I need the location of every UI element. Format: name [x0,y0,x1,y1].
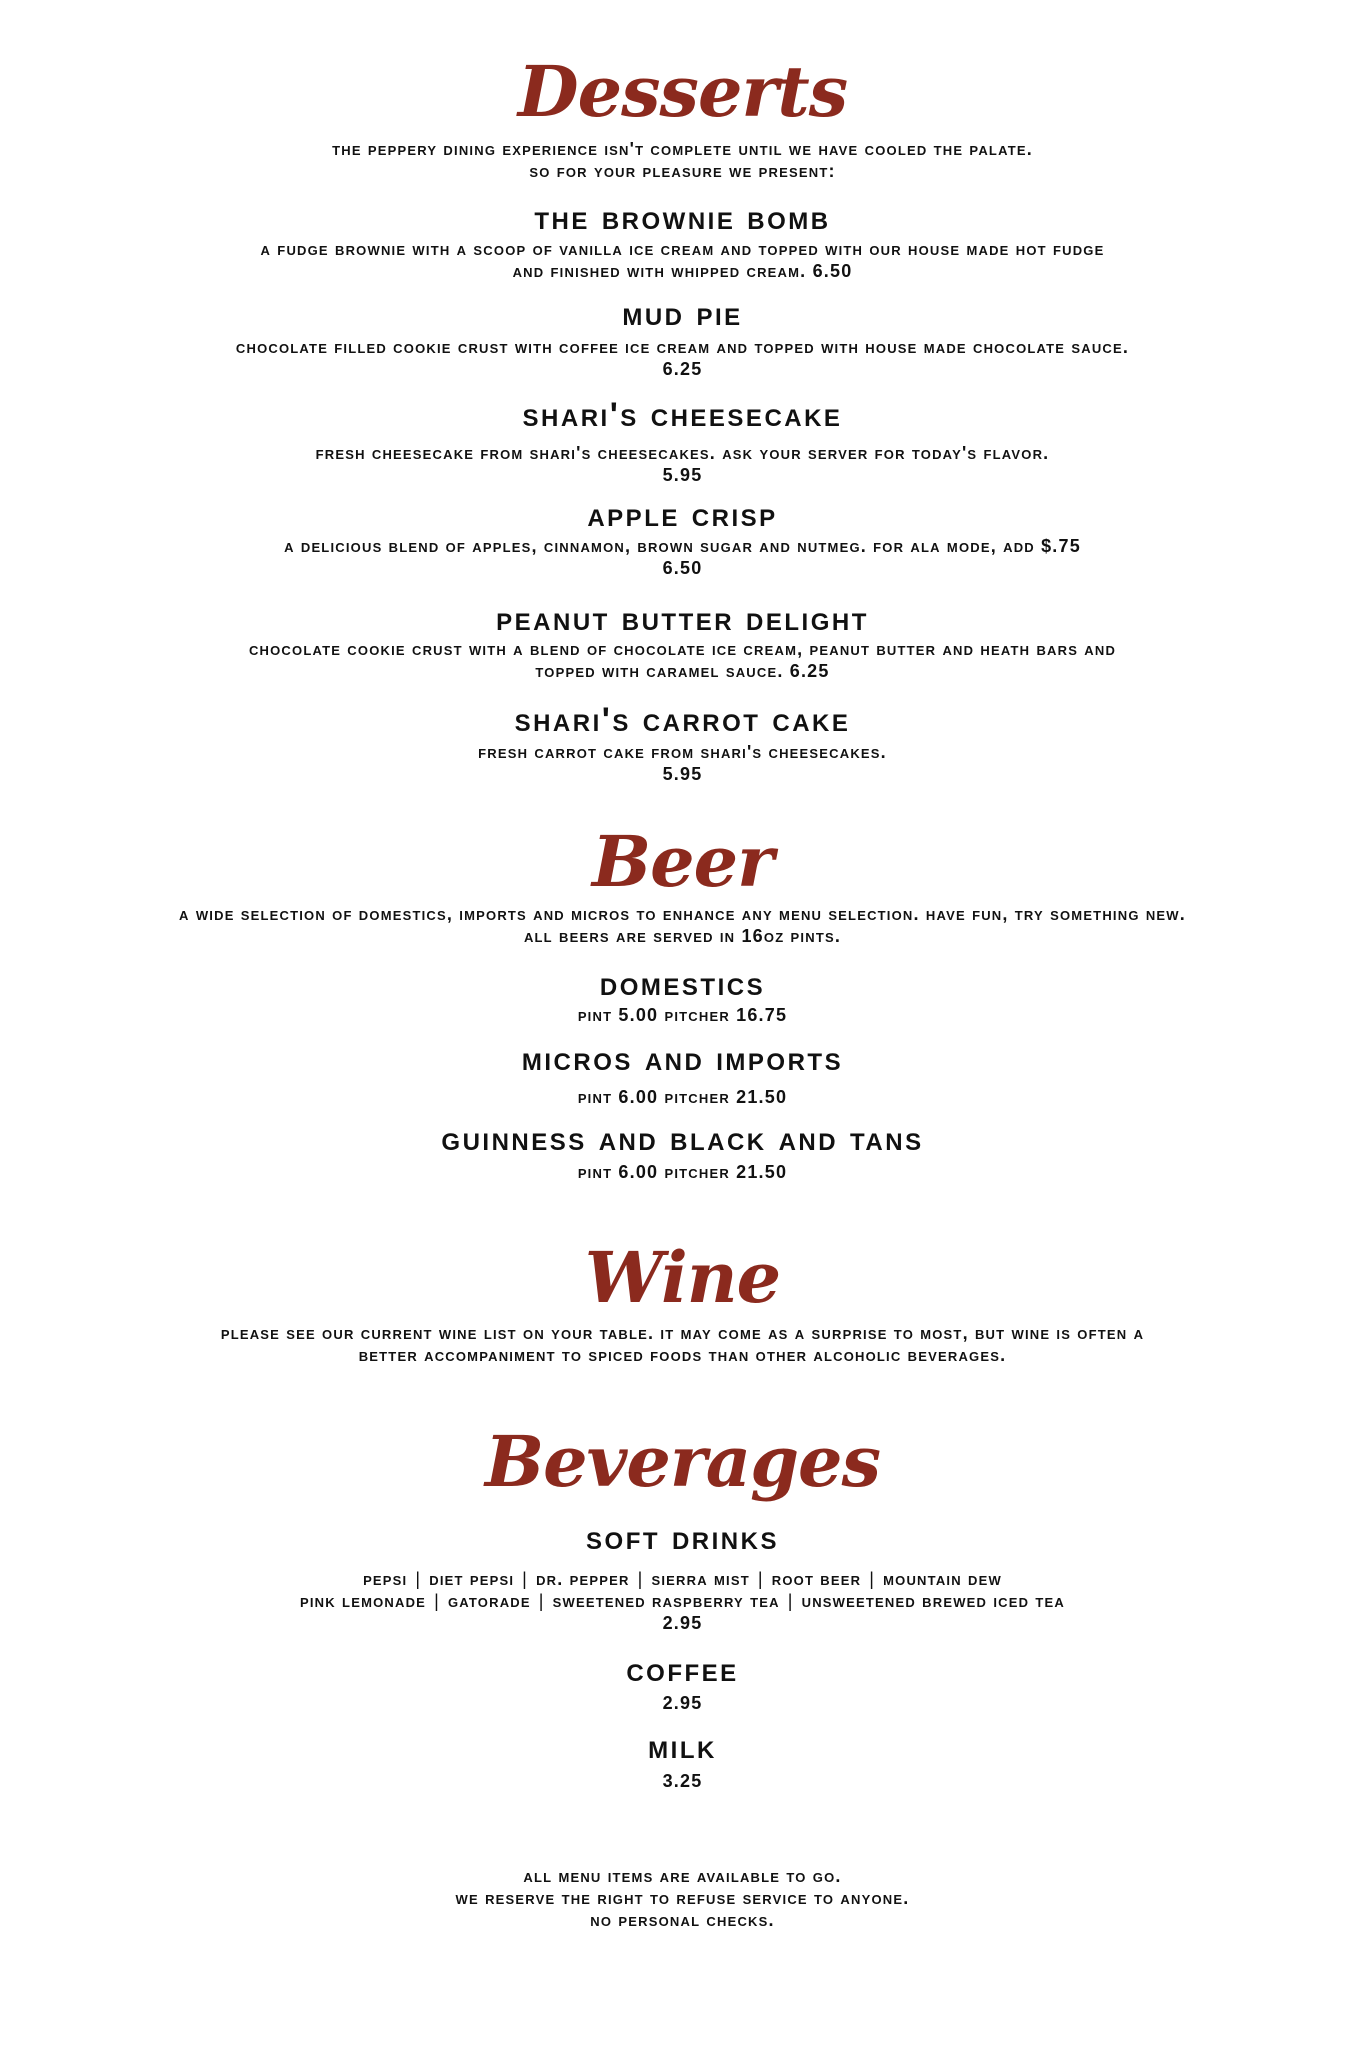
beverage-name: milk [648,1728,717,1766]
dessert-description [0,638,1365,682]
dessert-description [0,336,1365,380]
soft-drink-item: unsweetened brewed iced tea [801,1591,1065,1611]
dessert-desc-line: 5.95 [662,764,703,784]
desserts-intro-line: so for your pleasure we present: [529,161,836,181]
dessert-description [0,741,1365,785]
dessert-name: apple crisp [587,496,778,534]
soft-drink-item: pepsi [363,1569,408,1589]
divider: | [637,1569,644,1589]
beverage-name: soft drinks [586,1519,779,1557]
dessert-desc-line: 6.25 [662,359,703,379]
beer-price: pint 6.00 pitcher 21.50 [577,1162,788,1182]
footer-notes [0,1865,1365,1931]
beer-intro-line: all beers are served in 16oz pints. [523,926,842,946]
divider: | [757,1569,764,1589]
beer-intro [0,903,1365,947]
soft-drink-item: sweetened raspberry tea [552,1591,780,1611]
soft-drinks-row [0,1590,1365,1612]
dessert-description [0,238,1365,282]
footer-line: no personal checks. [590,1910,775,1930]
soft-drinks-price: 2.95 [662,1613,703,1633]
beer-price: pint 5.00 pitcher 16.75 [577,1005,788,1025]
soft-drink-item: gatorade [447,1591,531,1611]
soft-drinks-row [0,1568,1365,1590]
desserts-intro [0,138,1365,182]
dessert-name: shari's cheesecake [522,396,843,434]
wine-intro-line: please see our current wine list on your table. it may come as a surprise to most, but wine is often a [220,1323,1145,1343]
soft-drinks-list [0,1568,1365,1634]
beverage-price: 2.95 [662,1693,703,1713]
beer-price: pint 6.00 pitcher 21.50 [577,1087,788,1107]
dessert-desc-line: chocolate filled cookie crust with coffee ice cream and topped with house made chocolate sauce. [235,337,1130,357]
wine-intro [0,1322,1365,1366]
divider: | [434,1591,440,1611]
beverage-name: coffee [626,1651,739,1689]
dessert-desc-line: fresh cheesecake from shari's cheesecakes. ask your server for today's flavor. [315,443,1050,463]
soft-drink-item: root beer [771,1569,862,1589]
dessert-desc-line: fresh carrot cake from shari's cheesecakes. [478,742,887,762]
beer-name: micros and imports [521,1040,844,1078]
wine-title: Wine [584,1236,781,1319]
footer-line: all menu items are available to go. [523,1866,842,1886]
dessert-description [0,442,1365,486]
divider: | [787,1591,794,1611]
dessert-desc-line: and finished with whipped cream. 6.50 [512,261,853,281]
divider: | [415,1569,422,1589]
soft-drink-item: diet pepsi [429,1569,515,1589]
dessert-desc-line: chocolate cookie crust with a blend of chocolate ice cream, peanut butter and heath bars and [248,639,1117,659]
dessert-name: the brownie bomb [534,199,831,237]
beer-title: Beer [591,820,774,903]
dessert-name: shari's carrot cake [514,701,851,739]
soft-drink-item: mountain dew [883,1569,1002,1589]
soft-drink-item: sierra mist [651,1569,750,1589]
divider: | [869,1569,876,1589]
dessert-name: peanut butter delight [496,600,869,638]
soft-drink-item: pink lemonade [300,1591,427,1611]
wine-intro-line: better accompaniment to spiced foods than other alcoholic beverages. [358,1345,1007,1365]
dessert-desc-line: 6.50 [662,558,703,578]
beverages-title: Beverages [484,1420,881,1503]
dessert-desc-line: topped with caramel sauce. 6.25 [535,661,830,681]
dessert-description [0,535,1365,579]
footer-line: we reserve the right to refuse service to anyone. [455,1888,910,1908]
beer-name: domestics [599,965,766,1003]
divider: | [538,1591,545,1611]
dessert-desc-line: a fudge brownie with a scoop of vanilla ice cream and topped with our house made hot fudge [260,239,1105,259]
dessert-name: mud pie [622,295,743,333]
beer-intro-line: a wide selection of domestics, imports and micros to enhance any menu selection. have fun, try something new. [179,904,1186,924]
beer-name: guinness and black and tans [441,1120,924,1158]
dessert-desc-line: a delicious blend of apples, cinnamon, brown sugar and nutmeg. for ala mode, add $.75 [284,536,1081,556]
dessert-desc-line: 5.95 [662,465,703,485]
beverage-price: 3.25 [662,1771,703,1791]
desserts-intro-line: the peppery dining experience isn't complete until we have cooled the palate. [332,139,1033,159]
desserts-title: Desserts [517,50,848,133]
divider: | [522,1569,529,1589]
soft-drink-item: dr. pepper [536,1569,630,1589]
